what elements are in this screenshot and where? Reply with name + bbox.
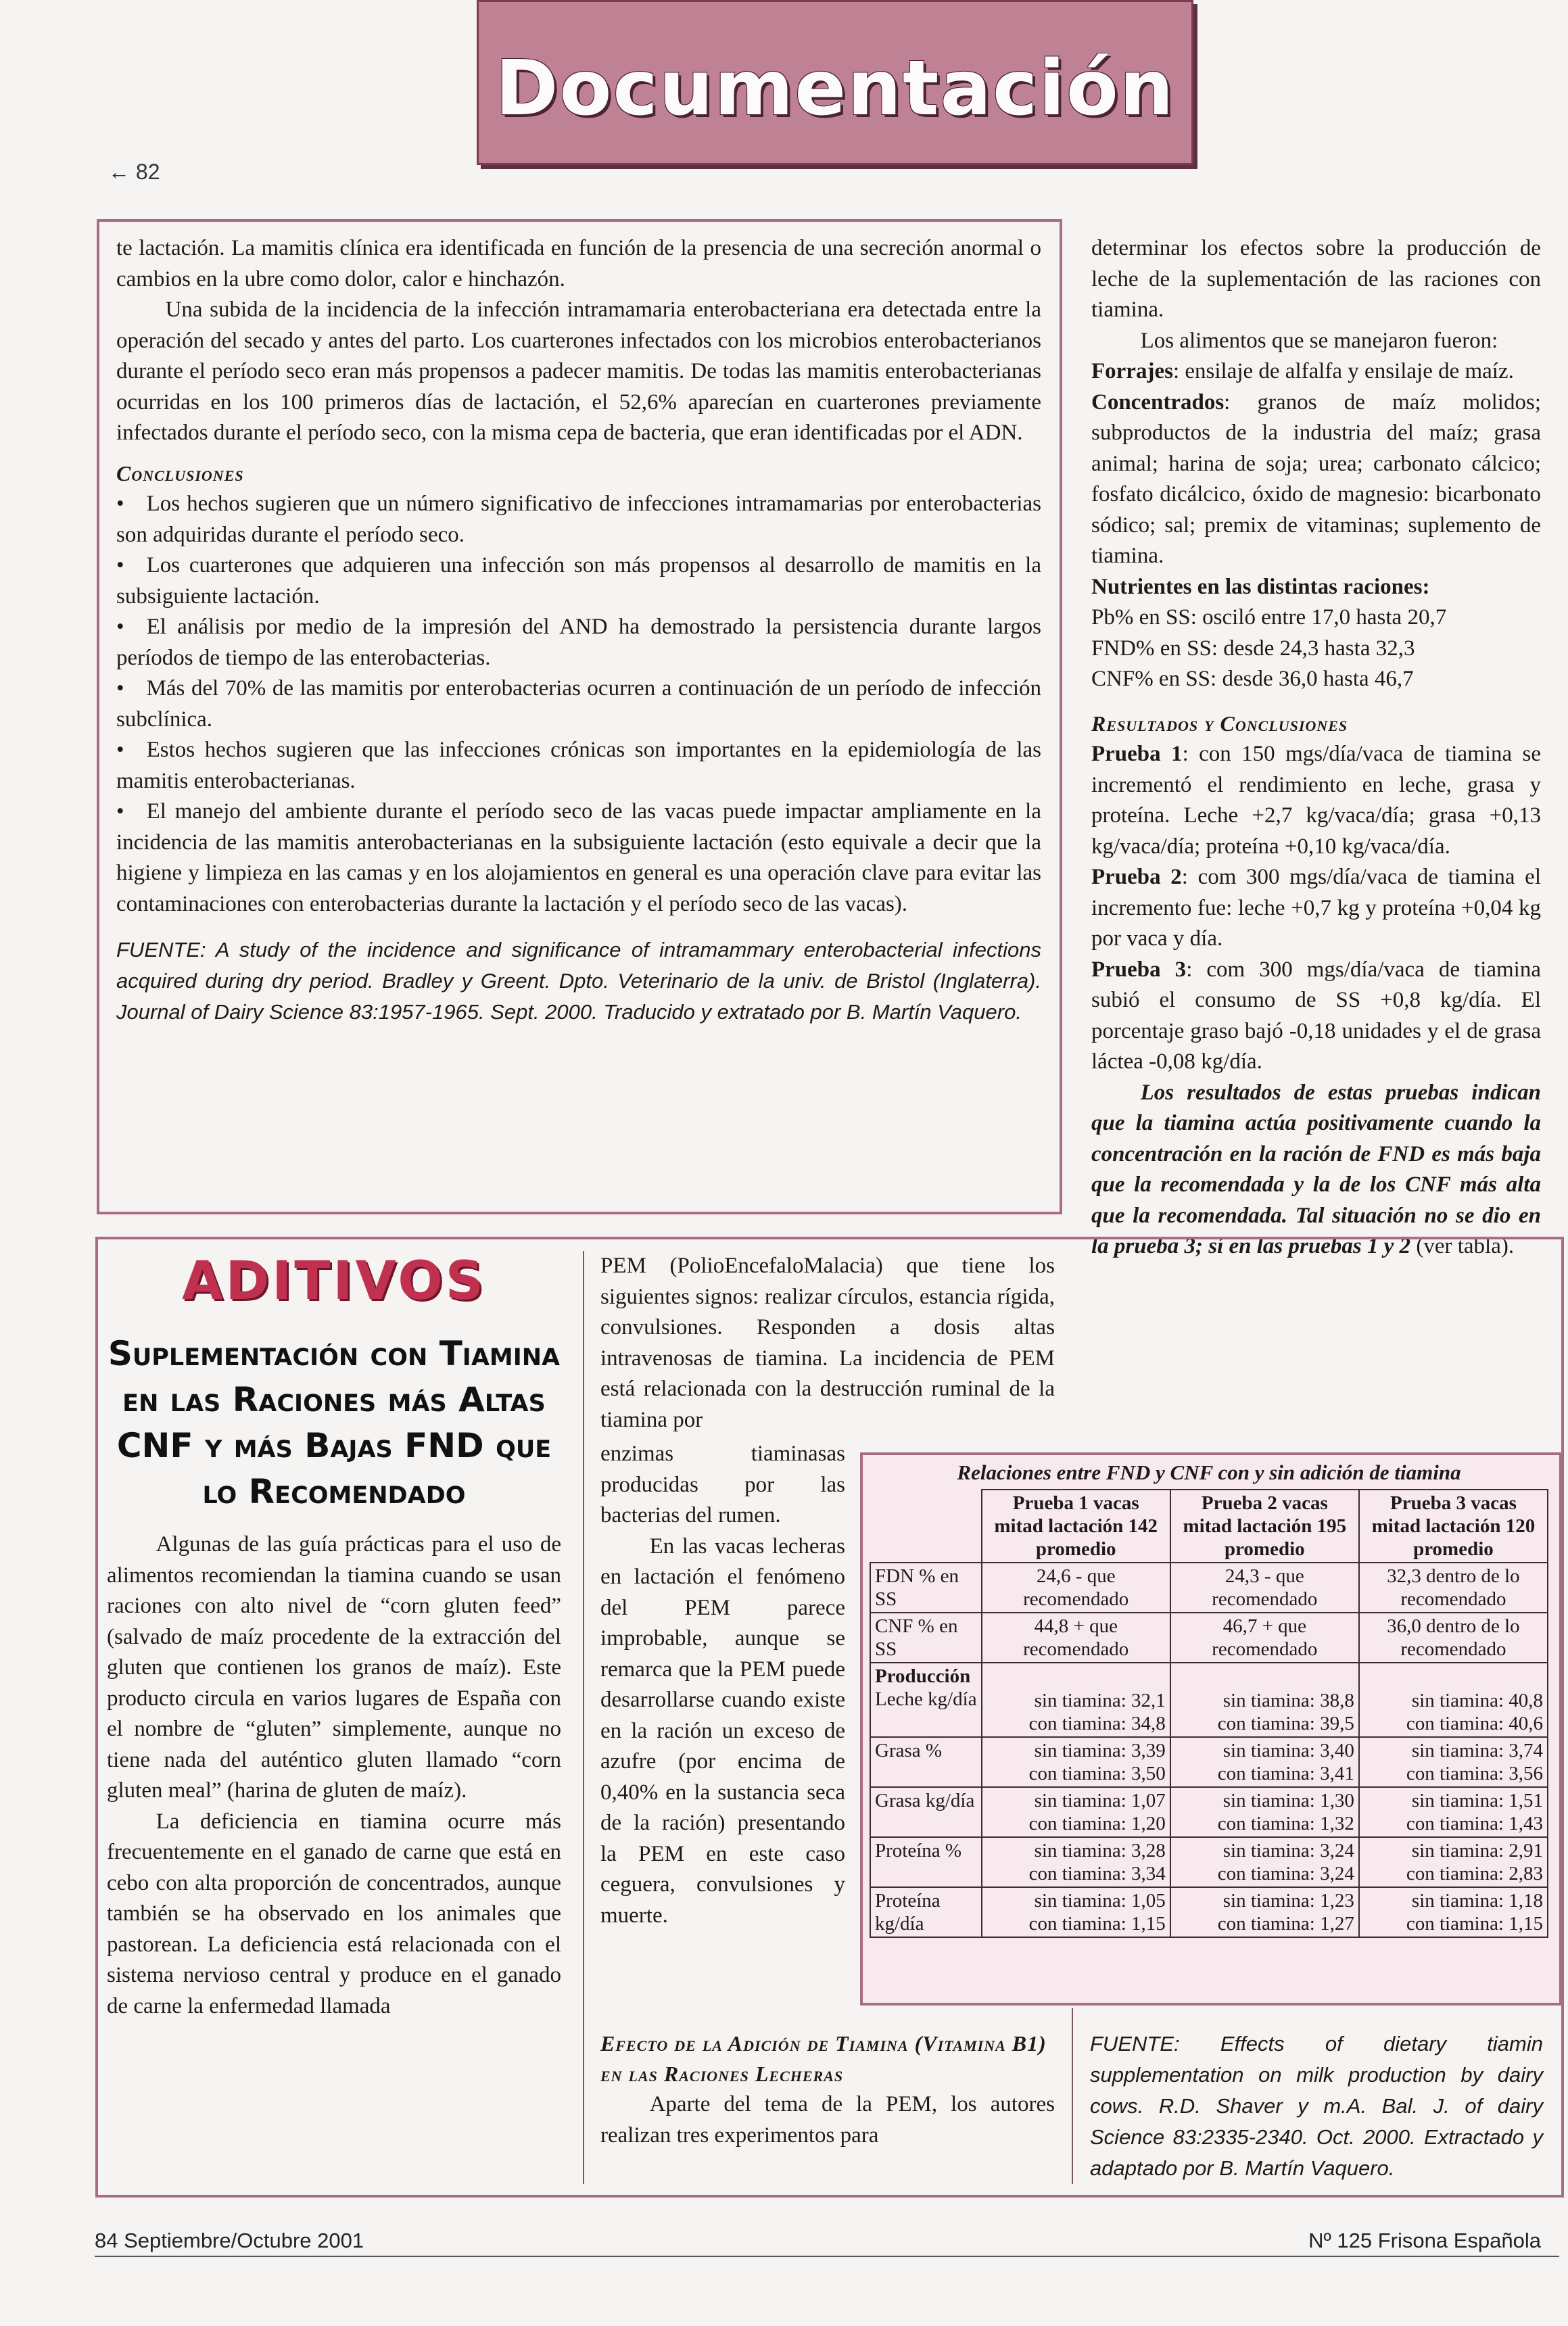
value-without-thiamine: sin tiamina: 3,40: [1222, 1740, 1354, 1761]
nutrient-line: FND% en SS: desde 24,3 hasta 32,3: [1091, 636, 1415, 661]
bullet-text: Los hechos sugieren que un número significativo de infecciones intramamarias por enterobacterias son adquiridas durante el período seco.: [116, 492, 1041, 547]
aditivos-middle-narrow: [600, 1439, 845, 1931]
table-cell: 24,3 - que recomendado: [1170, 1563, 1359, 1613]
bullet-text: El manejo del ambiente durante el período seco de las vacas puede impactar ampliamente en la incidencia de las mamitis anterobacterianas en la subsiguiente lactación (esto equivale a decir que la higiene y limpieza en las camas y en los alojamientos en general es una operación clave para evitar las contaminaciones con enterobacterias durante la lactación y el período seco de las vacas).: [116, 799, 1041, 916]
table-cell: [1170, 1663, 1359, 1737]
value-with-thiamine: con tiamina: 1,27: [1217, 1913, 1354, 1935]
value-with-thiamine: con tiamina: 40,6: [1406, 1713, 1543, 1734]
effect-section: [600, 2028, 1055, 2151]
row-label: CNF % en SS: [870, 1613, 982, 1663]
column-header: Prueba 3 vacas mitad lactación 120 promedio: [1359, 1490, 1548, 1563]
conclusions-list: [116, 489, 1041, 920]
value-without-thiamine: sin tiamina: 1,05: [1034, 1890, 1166, 1912]
conclusion-bullet: [116, 735, 1041, 797]
table-row: [870, 1563, 1548, 1613]
table-cell: 24,6 - que recomendado: [982, 1563, 1170, 1613]
column-divider: [1072, 2008, 1073, 2184]
conclusion-bullet: [116, 797, 1041, 920]
footer-rule: [95, 2256, 1559, 2257]
conclusion-bullet: [116, 612, 1041, 673]
aditivos-middle-column: [600, 1251, 1055, 1435]
value-with-thiamine: con tiamina: 34,8: [1028, 1713, 1166, 1734]
table-cell: [982, 1887, 1170, 1937]
aditivos-source: FUENTE: Effects of dietary tiamin supplementation on milk production by dairy cows. R.D. Shaver y m.A. Bal. J. of dairy Science 83:2335-2340. Oct. 2000. Extractado y adaptado por B. Martín Vaquero.: [1090, 2032, 1543, 2180]
bullet-icon: •: [116, 553, 147, 577]
conclusion-bullet: [116, 673, 1041, 735]
value-without-thiamine: sin tiamina: 1,51: [1411, 1790, 1543, 1811]
results-heading: Resultados y Conclusiones: [1091, 711, 1348, 736]
value-without-thiamine: sin tiamina: 3,28: [1034, 1840, 1166, 1861]
table-row: [870, 1663, 1548, 1737]
value-with-thiamine: con tiamina: 3,56: [1406, 1763, 1543, 1784]
article-paragraph: Una subida de la incidencia de la infección intramamaria enterobacteriana era detectada entre la operación del secado y antes del parto. Los cuarterones infectados con los microbios enterobacterianos durante el período seco eran más propensos a padecer mamitis. De todas las mamitis enterobacterianas ocurridas en los 100 primeros días de lactación, el 52,6% aparecían en cuarterones previamente infectados durante el período seco, con la misma cepa de bacteria, que eran identificadas por el ADN.: [116, 298, 1041, 445]
thiamine-table: [870, 1489, 1548, 1938]
pem-paragraph: PEM (PolioEncefaloMalacia) que tiene los siguientes signos: realizar círculos, estancia rígida, convulsiones. Responden a dosis altas intravenosas de tiamina. La incidencia de PEM está relacionada con la destrucción ruminal de la tiamina por: [600, 1254, 1055, 1432]
row-label: FDN % en SS: [870, 1563, 982, 1613]
page-reference[interactable]: ← 82: [108, 160, 160, 184]
row-label-text: Grasa kg/día: [875, 1790, 975, 1811]
mastitis-article: [116, 233, 1041, 1028]
table-cell: 44,8 + que recomendado: [982, 1613, 1170, 1663]
trial-1: Prueba 1: con 150 mgs/día/vaca de tiamina se incrementó el rendimiento en leche, grasa y proteína. Leche +2,7 kg/vaca/día; grasa +0,13 kg/vaca/día; proteína +0,10 kg/vaca/día.: [1091, 742, 1541, 859]
table-cell: [1170, 1837, 1359, 1887]
column-header: Prueba 1 vacas mitad lactación 142 promedio: [982, 1490, 1170, 1563]
conclusion: Los resultados de estas pruebas indican que la tiamina actúa positivamente cuando la concentración en la ración de FND es más baja que la recomendada y la de los CNF más alta que la recomendada. Tal situación no se dio en la prueba 3; sí en las pruebas 1 y 2 (ver tabla).: [1091, 1080, 1541, 1258]
table-corner: [870, 1490, 982, 1563]
bullet-text: Más del 70% de las mamitis por enterobacterias ocurren a continuación de un período de infección subclínica.: [116, 676, 1041, 732]
value-with-thiamine: con tiamina: 1,15: [1028, 1913, 1166, 1935]
table-row: [870, 1787, 1548, 1837]
value-with-thiamine: con tiamina: 39,5: [1217, 1713, 1354, 1734]
foods-intro: Los alimentos que se manejaron fueron:: [1140, 328, 1498, 353]
footer-left: 84 Septiembre/Octubre 2001: [95, 2229, 364, 2252]
row-label-text: Proteína %: [875, 1840, 962, 1861]
pem-dairy-paragraph: En las vacas lecheras en lactación el fenómeno del PEM parece improbable, aunque se remarca que la PEM puede desarrollarse cuando existe en la ración un exceso de azufre (por encima de 0,40% en la sustancia seca de la ración) presentando la PEM en este caso ceguera, convulsiones y muerte.: [600, 1534, 845, 1928]
value-without-thiamine: sin tiamina: 2,91: [1411, 1840, 1543, 1861]
table-cell: 46,7 + que recomendado: [1170, 1613, 1359, 1663]
concentrates-line: Concentrados: granos de maíz molidos; subproductos de la industria del maíz; grasa animal; harina de soja; urea; carbonato cálcico; fosfato dicálcico, óxido de magnesio: bicarbonato sódico; sal; premix de vitaminas; suplemento de tiamina.: [1091, 389, 1541, 568]
trial-2: Prueba 2: com 300 mgs/día/vaca de tiamina el incremento fue: leche +0,7 kg y proteína +0,04 kg por vaca y día.: [1091, 865, 1541, 951]
effect-heading: Efecto de la Adición de Tiamina (Vitamina B1) en las Raciones Lecheras: [600, 2031, 1047, 2086]
right-column: [1091, 233, 1541, 1262]
nutrient-line: Pb% en SS: osciló entre 17,0 hasta 20,7: [1091, 605, 1447, 630]
value-with-thiamine: con tiamina: 3,34: [1028, 1863, 1166, 1884]
value-with-thiamine: con tiamina: 3,24: [1217, 1863, 1354, 1884]
table-cell: [1170, 1787, 1359, 1837]
value-without-thiamine: sin tiamina: 32,1: [1034, 1690, 1166, 1711]
effect-paragraph: Aparte del tema de la PEM, los autores realizan tres experimentos para: [600, 2092, 1055, 2147]
bullet-text: Estos hechos sugieren que las infecciones crónicas son importantes en la epidemiología de las mamitis enterobacterianas.: [116, 738, 1041, 793]
value-without-thiamine: sin tiamina: 3,74: [1411, 1740, 1543, 1761]
table-row: [870, 1887, 1548, 1937]
column-divider: [583, 1251, 584, 2184]
aditivos-paragraph-1: Algunas de las guía prácticas para el uso de alimentos recomiendan la tiamina cuando se usan raciones con alto nivel de “corn gluten feed” (salvado de maíz procedente de la extracción del gluten que contienen los granos de maíz). Este producto circula en varios lugares de España con el nombre de “gluten” simplemente, aunque no tiene nada del auténtico gluten llamado “corn gluten meal” (harina de gluten de maíz).: [107, 1532, 561, 1803]
right-intro: determinar los efectos sobre la producción de leche de la suplementación de las raciones con tiamina.: [1091, 236, 1541, 322]
value-with-thiamine: con tiamina: 1,32: [1217, 1813, 1354, 1834]
value-without-thiamine: sin tiamina: 3,39: [1034, 1740, 1166, 1761]
bullet-icon: •: [116, 492, 147, 516]
table-cell: 36,0 dentro de lo recomendado: [1359, 1613, 1548, 1663]
row-label: [870, 1663, 982, 1737]
conclusion-bullet: [116, 550, 1041, 612]
bullet-icon: •: [116, 615, 147, 639]
row-label-text: Grasa %: [875, 1740, 943, 1761]
table-cell: [1359, 1887, 1548, 1937]
section-title: Documentación: [495, 45, 1175, 133]
production-label: Producción: [875, 1665, 971, 1687]
value-with-thiamine: con tiamina: 1,43: [1406, 1813, 1543, 1834]
aditivos-paragraph-2: La deficiencia en tiamina ocurre más frecuentemente en el ganado de carne que está en cebo con alta proporción de concentrados, aunque también se ha observado en los animales que pastorean. La deficiencia está relacionada con el sistema nervioso central y produce en el ganado de carne la enfermedad llamada: [107, 1809, 561, 2018]
value-with-thiamine: con tiamina: 2,83: [1406, 1863, 1543, 1884]
value-without-thiamine: sin tiamina: 1,23: [1222, 1890, 1354, 1912]
row-label: [870, 1787, 982, 1837]
value-with-thiamine: con tiamina: 1,15: [1406, 1913, 1543, 1935]
footer-right: Nº 125 Frisona Española: [1308, 2229, 1541, 2252]
aditivos-left-column: [107, 1251, 561, 2022]
table-cell: [982, 1663, 1170, 1737]
value-without-thiamine: sin tiamina: 1,30: [1222, 1790, 1354, 1811]
pem-paragraph-cont: enzimas tiaminasas producidas por las bacterias del rumen.: [600, 1442, 845, 1527]
table-cell: [982, 1787, 1170, 1837]
row-label-text: Proteína kg/día: [875, 1890, 941, 1935]
row-label: [870, 1887, 982, 1937]
bullet-text: Los cuarterones que adquieren una infección son más propensos al desarrollo de mamitis en la subsiguiente lactación.: [116, 553, 1041, 609]
aditivos-source-block: [1090, 2028, 1543, 2184]
table-cell: 32,3 dentro de lo recomendado: [1359, 1563, 1548, 1613]
table-caption: Relaciones entre FND y CNF con y sin adición de tiamina: [957, 1461, 1461, 1484]
table-cell: [982, 1837, 1170, 1887]
table-cell: [1170, 1737, 1359, 1787]
aditivos-headline: Suplementación con Tiamina en las Raciones más Altas CNF y más Bajas FND que lo Recomendado: [108, 1334, 561, 1511]
value-without-thiamine: sin tiamina: 3,24: [1222, 1840, 1354, 1861]
value-with-thiamine: con tiamina: 1,20: [1028, 1813, 1166, 1834]
aditivos-kicker: ADITIVOS: [182, 1251, 486, 1312]
forages-line: Forrajes: ensilaje de alfalfa y ensilaje de maíz.: [1091, 359, 1514, 383]
conclusion-bullet: [116, 489, 1041, 550]
bullet-text: El análisis por medio de la impresión del AND ha demostrado la persistencia durante largos períodos de tiempo de las enterobacterias.: [116, 615, 1041, 670]
bullet-icon: •: [116, 676, 147, 701]
nutrients-heading: Nutrientes en las distintas raciones:: [1091, 574, 1430, 599]
column-header: Prueba 2 vacas mitad lactación 195 promedio: [1170, 1490, 1359, 1563]
table-row: [870, 1837, 1548, 1887]
trial-3: Prueba 3: com 300 mgs/día/vaca de tiamina subió el consumo de SS +0,8 kg/día. El porcentaje graso bajó -0,18 unidades y el de grasa láctea -0,08 kg/día.: [1091, 957, 1541, 1074]
table-cell: [1359, 1787, 1548, 1837]
table-cell: [1359, 1837, 1548, 1887]
article-source: FUENTE: A study of the incidence and significance of intramammary enterobacterial infections acquired during dry period. Bradley y Greent. Dpto. Veterinario de la univ. de Bristol (Inglaterra). Journal of Dairy Science 83:1957-1965. Sept. 2000. Traducido y extratado por B. Martín Vaquero.: [116, 938, 1041, 1024]
bullet-icon: •: [116, 799, 147, 824]
nutrient-list: [1091, 602, 1541, 695]
row-label-text: Leche kg/día: [875, 1688, 977, 1710]
bullet-icon: •: [116, 738, 147, 762]
conclusions-heading: Conclusiones: [116, 460, 244, 485]
value-without-thiamine: sin tiamina: 1,18: [1411, 1890, 1543, 1912]
table-cell: [1359, 1737, 1548, 1787]
value-without-thiamine: sin tiamina: 1,07: [1034, 1790, 1166, 1811]
table-cell: [982, 1737, 1170, 1787]
table-cell: [1170, 1887, 1359, 1937]
table-row: [870, 1737, 1548, 1787]
table-cell: [1359, 1663, 1548, 1737]
nutrient-line: CNF% en SS: desde 36,0 hasta 46,7: [1091, 667, 1414, 691]
table-row: [870, 1613, 1548, 1663]
row-label: [870, 1737, 982, 1787]
thiamine-table-wrapper: [870, 1461, 1548, 1938]
value-without-thiamine: sin tiamina: 38,8: [1222, 1690, 1354, 1711]
value-with-thiamine: con tiamina: 3,50: [1028, 1763, 1166, 1784]
value-with-thiamine: con tiamina: 3,41: [1217, 1763, 1354, 1784]
row-label: [870, 1837, 982, 1887]
value-without-thiamine: sin tiamina: 40,8: [1411, 1690, 1543, 1711]
article-intro: te lactación. La mamitis clínica era identificada en función de la presencia de una secreción anormal o cambios en la ubre como dolor, calor e hinchazón.: [116, 236, 1041, 291]
table-header-row: [870, 1490, 1548, 1563]
